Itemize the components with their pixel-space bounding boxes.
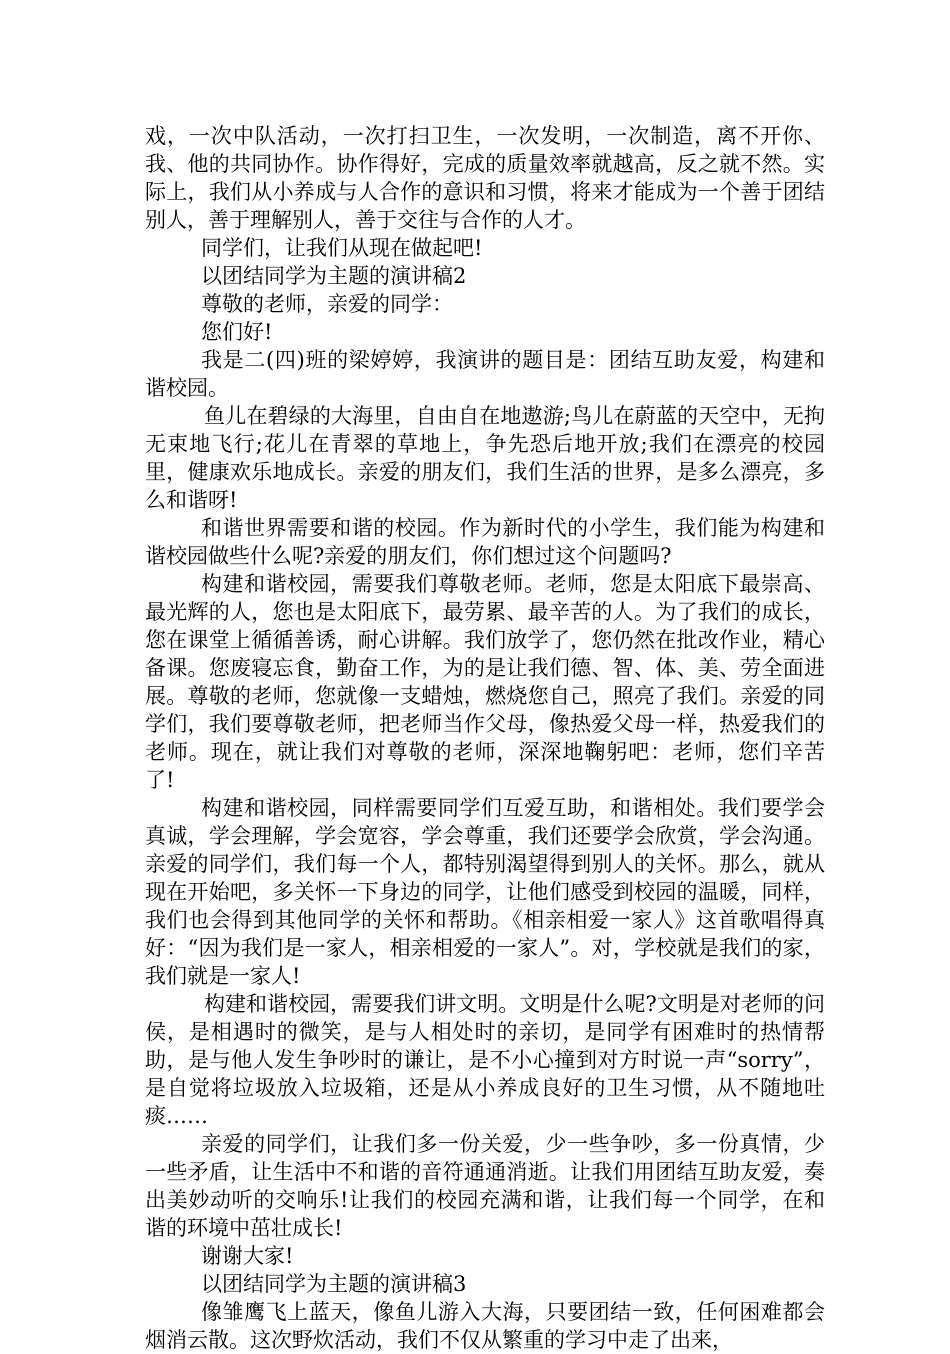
- paragraph-picnic: 像雏鹰飞上蓝天，像鱼儿游入大海，只要团结一致，任何困难都会烟消云散。这次野炊活动，我们不仅从繁重的学习中走了出来，: [145, 1300, 825, 1352]
- paragraph-intro: 我是二(四)班的梁婷婷，我演讲的题目是：团结互助友爱，构建和谐校园。: [145, 348, 825, 400]
- paragraph-classmates: 构建和谐校园，同样需要同学们互爱互助，和谐相处。我们要学会真诚，学会理解，学会宽容，学会尊重，我们还要学会欣赏，学会沟通。亲爱的同学们，我们每一个人，都特别渴望得到别人的关怀。那么，就从现在开始吧，多关怀一下身边的同学，让他们感受到校园的温暖，同样，我们也会得到其他同学的关怀和帮助。《相亲相爱一家人》这首歌唱得真好：“因为我们是一家人，相亲相爱的一家人”。对，学校就是我们的家，我们就是一家人!: [145, 796, 825, 988]
- paragraph-nature: 鱼儿在碧绿的大海里，自由自在地遨游;鸟儿在蔚蓝的天空中，无拘无束地飞行;花儿在青翠的草地上，争先恐后地开放;我们在漂亮的校园里，健康欢乐地成长。亲爱的朋友们，我们生活的世界，是多么漂亮，多么和谐呀!: [145, 404, 825, 512]
- paragraph-1: 戏，一次中队活动，一次打扫卫生，一次发明，一次制造，离不开你、我、他的共同协作。协作得好，完成的质量效率就越高，反之就不然。实际上，我们从小养成与人合作的意识和习惯，将来才能成为一个善于团结别人，善于理解别人，善于交往与合作的人才。: [145, 124, 825, 232]
- greeting: 您们好!: [201, 320, 273, 344]
- section-heading-2: 以团结同学为主题的演讲稿2: [201, 264, 467, 288]
- salutation: 尊敬的老师，亲爱的同学：: [201, 292, 453, 316]
- paragraph-2: 同学们，让我们从现在做起吧!: [201, 236, 483, 260]
- paragraph-harmony: 和谐世界需要和谐的校园。作为新时代的小学生，我们能为构建和谐校园做些什么呢?亲爱的朋友们，你们想过这个问题吗?: [145, 516, 825, 568]
- thanks: 谢谢大家!: [201, 1244, 294, 1268]
- paragraph-teachers: 构建和谐校园，需要我们尊敬老师。老师，您是太阳底下最崇高、最光辉的人，您也是太阳底下，最劳累、最辛苦的人。为了我们的成长，您在课堂上循循善诱，耐心讲解。我们放学了，您仍然在批改作业，精心备课。您废寝忘食，勤奋工作，为的是让我们德、智、体、美、劳全面进展。尊敬的老师，您就像一支蜡烛，燃烧您自己，照亮了我们。亲爱的同学们，我们要尊敬老师，把老师当作父母，像热爱父母一样，热爱我们的老师。现在，就让我们对尊敬的老师，深深地鞠躬吧：老师，您们辛苦了!: [145, 572, 825, 792]
- paragraph-closing: 亲爱的同学们，让我们多一份关爱，少一些争吵，多一份真情，少一些矛盾，让生活中不和谐的音符通通消逝。让我们用团结互助友爱，奏出美妙动听的交响乐!让我们的校园充满和谐，让我们每一个同学，在和谐的环境中茁壮成长!: [145, 1132, 825, 1240]
- paragraph-civility: 构建和谐校园，需要我们讲文明。文明是什么呢?文明是对老师的问侯，是相遇时的微笑，是与人相处时的亲切，是同学有困难时的热情帮助，是与他人发生争吵时的谦让，是不小心撞到对方时说一声“sorry”，是自觉将垃圾放入垃圾箱，还是从小养成良好的卫生习惯，从不随地吐痰……: [145, 992, 825, 1128]
- section-heading-3: 以团结同学为主题的演讲稿3: [201, 1272, 467, 1296]
- document-body: [145, 122, 825, 1354]
